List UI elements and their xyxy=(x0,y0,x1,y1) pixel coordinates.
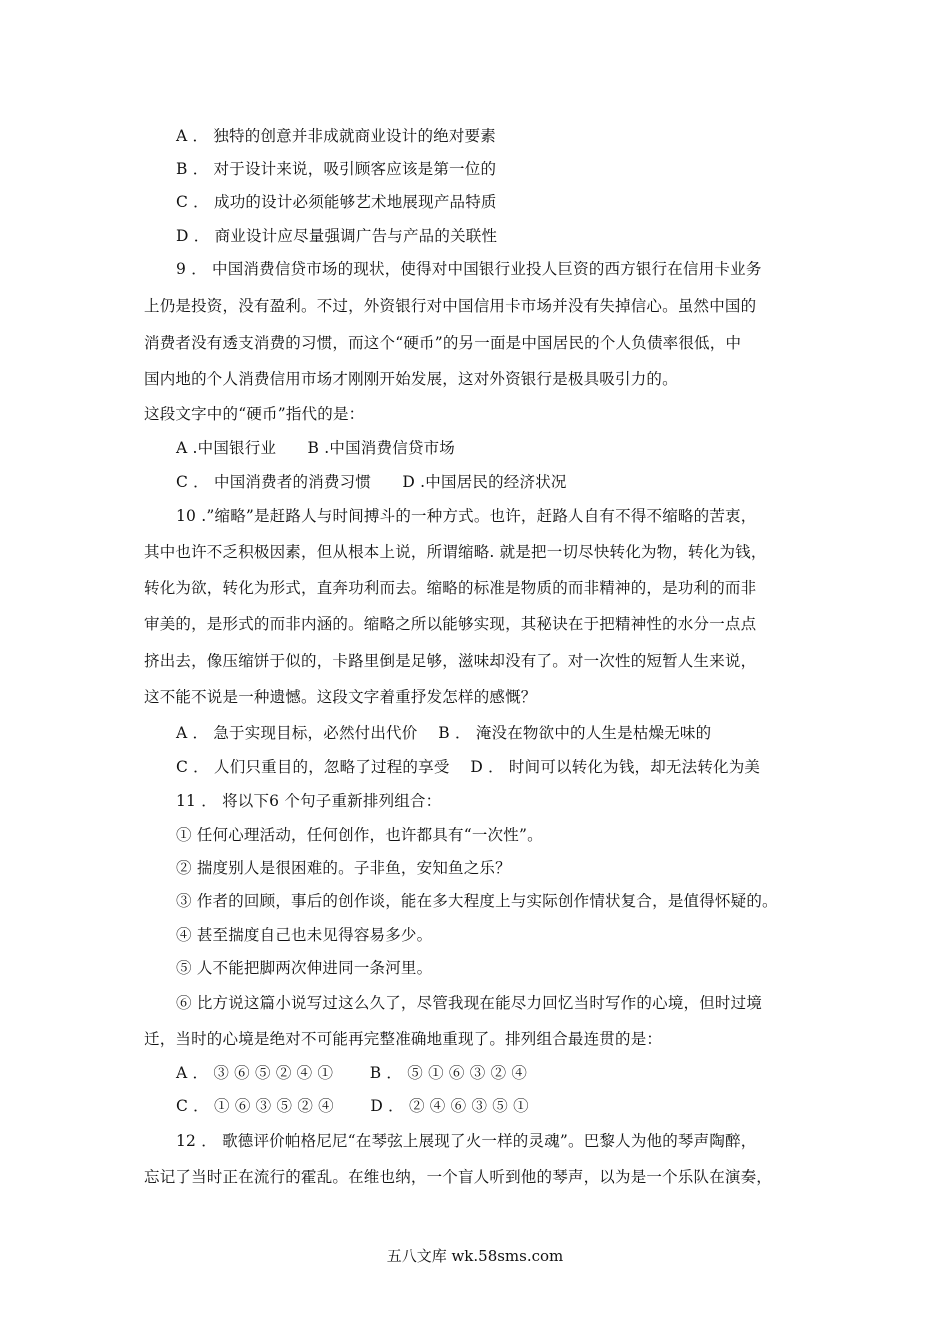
paragraph-line: 这不能不说是一种遗憾。这段文字着重抒发怎样的感慨？ xyxy=(144,688,537,706)
option-line: B ． 对于设计来说，吸引顾客应该是第一位的 xyxy=(176,160,497,178)
paragraph-line: 审美的，是形式的而非内涵的。缩略之所以能够实现，其秘诀在于把精神性的水分一点点 xyxy=(144,615,757,633)
option-line: D ． 商业设计应尽量强调广告与产品的关联性 xyxy=(176,227,498,245)
paragraph-line: 挤出去，像压缩饼于似的，卡路里倒是足够，滋味却没有了。对一次性的短暂人生来说， xyxy=(144,652,757,670)
question-line: 9 ． 中国消费信贷市场的现状，使得对中国银行业投人巨资的西方银行在信用卡业务 xyxy=(176,260,762,278)
list-item: ④ 甚至揣度自己也未见得容易多少。 xyxy=(176,926,433,944)
question-prompt: 这段文字中的“硬币”指代的是： xyxy=(144,405,365,423)
paragraph-line: 忘记了当时正在流行的霍乱。在维也纳，一个盲人听到他的琴声，以为是一个乐队在演奏， xyxy=(144,1168,773,1186)
option-line: C ． ① ⑥ ③ ⑤ ② ④ D ． ② ④ ⑥ ③ ⑤ ① xyxy=(176,1097,529,1115)
question-line: 11 ． 将以下6 个句子重新排列组合： xyxy=(176,792,442,810)
paragraph-line: 上仍是投资，没有盈利。不过，外资银行对中国信用卡市场并没有失掉信心。虽然中国的 xyxy=(144,297,757,315)
option-line: A ． 急于实现目标，必然付出代价 B ． 淹没在物欲中的人生是枯燥无味的 xyxy=(176,724,712,742)
list-item: ② 揣度别人是很困难的。子非鱼，安知鱼之乐？ xyxy=(176,859,511,877)
option-line: A ． 独特的创意并非成就商业设计的绝对要素 xyxy=(176,127,496,145)
option-line: C ． 中国消费者的消费习惯 D .中国居民的经济状况 xyxy=(176,473,567,491)
page-footer: 五八文库 wk.58sms.com xyxy=(386,1247,564,1265)
paragraph-line: 转化为欲，转化为形式，直奔功利而去。缩略的标准是物质的而非精神的，是功利的而非 xyxy=(144,579,757,597)
paragraph-line: 其中也许不乏积极因素，但从根本上说，所谓缩略. 就是把一切尽快转化为物，转化为钱， xyxy=(144,543,767,561)
question-line: 10 .”缩略”是赶路人与时间搏斗的一种方式。也许，赶路人自有不得不缩略的苦衷， xyxy=(176,507,757,525)
option-line: A .中国银行业 B .中国消费信贷市场 xyxy=(176,439,455,457)
list-item: ① 任何心理活动，任何创作，也许都具有“一次性”。 xyxy=(176,826,543,844)
list-item: ③ 作者的回顾，事后的创作谈，能在多大程度上与实际创作情状复合，是值得怀疑的。 xyxy=(176,892,778,910)
paragraph-line: 消费者没有透支消费的习惯，而这个“硬币”的另一面是中国居民的个人负债率很低，中 xyxy=(144,334,742,352)
list-item: ⑤ 人不能把脚两次伸进同一条河里。 xyxy=(176,959,433,977)
option-line: C ． 成功的设计必须能够艺术地展现产品特质 xyxy=(176,193,497,211)
paragraph-line: 迁，当时的心境是绝对不可能再完整准确地重现了。排列组合最连贯的是： xyxy=(144,1030,663,1048)
list-item: ⑥ 比方说这篇小说写过这么久了，尽管我现在能尽力回忆当时写作的心境，但时过境 xyxy=(176,994,763,1012)
question-line: 12 ． 歌德评价帕格尼尼“在琴弦上展现了火一样的灵魂”。巴黎人为他的琴声陶醉， xyxy=(176,1132,757,1150)
option-line: C ． 人们只重目的，忽略了过程的享受 D ． 时间可以转化为钱，却无法转化为美 xyxy=(176,758,761,776)
option-line: A ． ③ ⑥ ⑤ ② ④ ① B ． ⑤ ① ⑥ ③ ② ④ xyxy=(176,1064,528,1082)
paragraph-line: 国内地的个人消费信用市场才刚刚开始发展，这对外资银行是极具吸引力的。 xyxy=(144,370,678,388)
